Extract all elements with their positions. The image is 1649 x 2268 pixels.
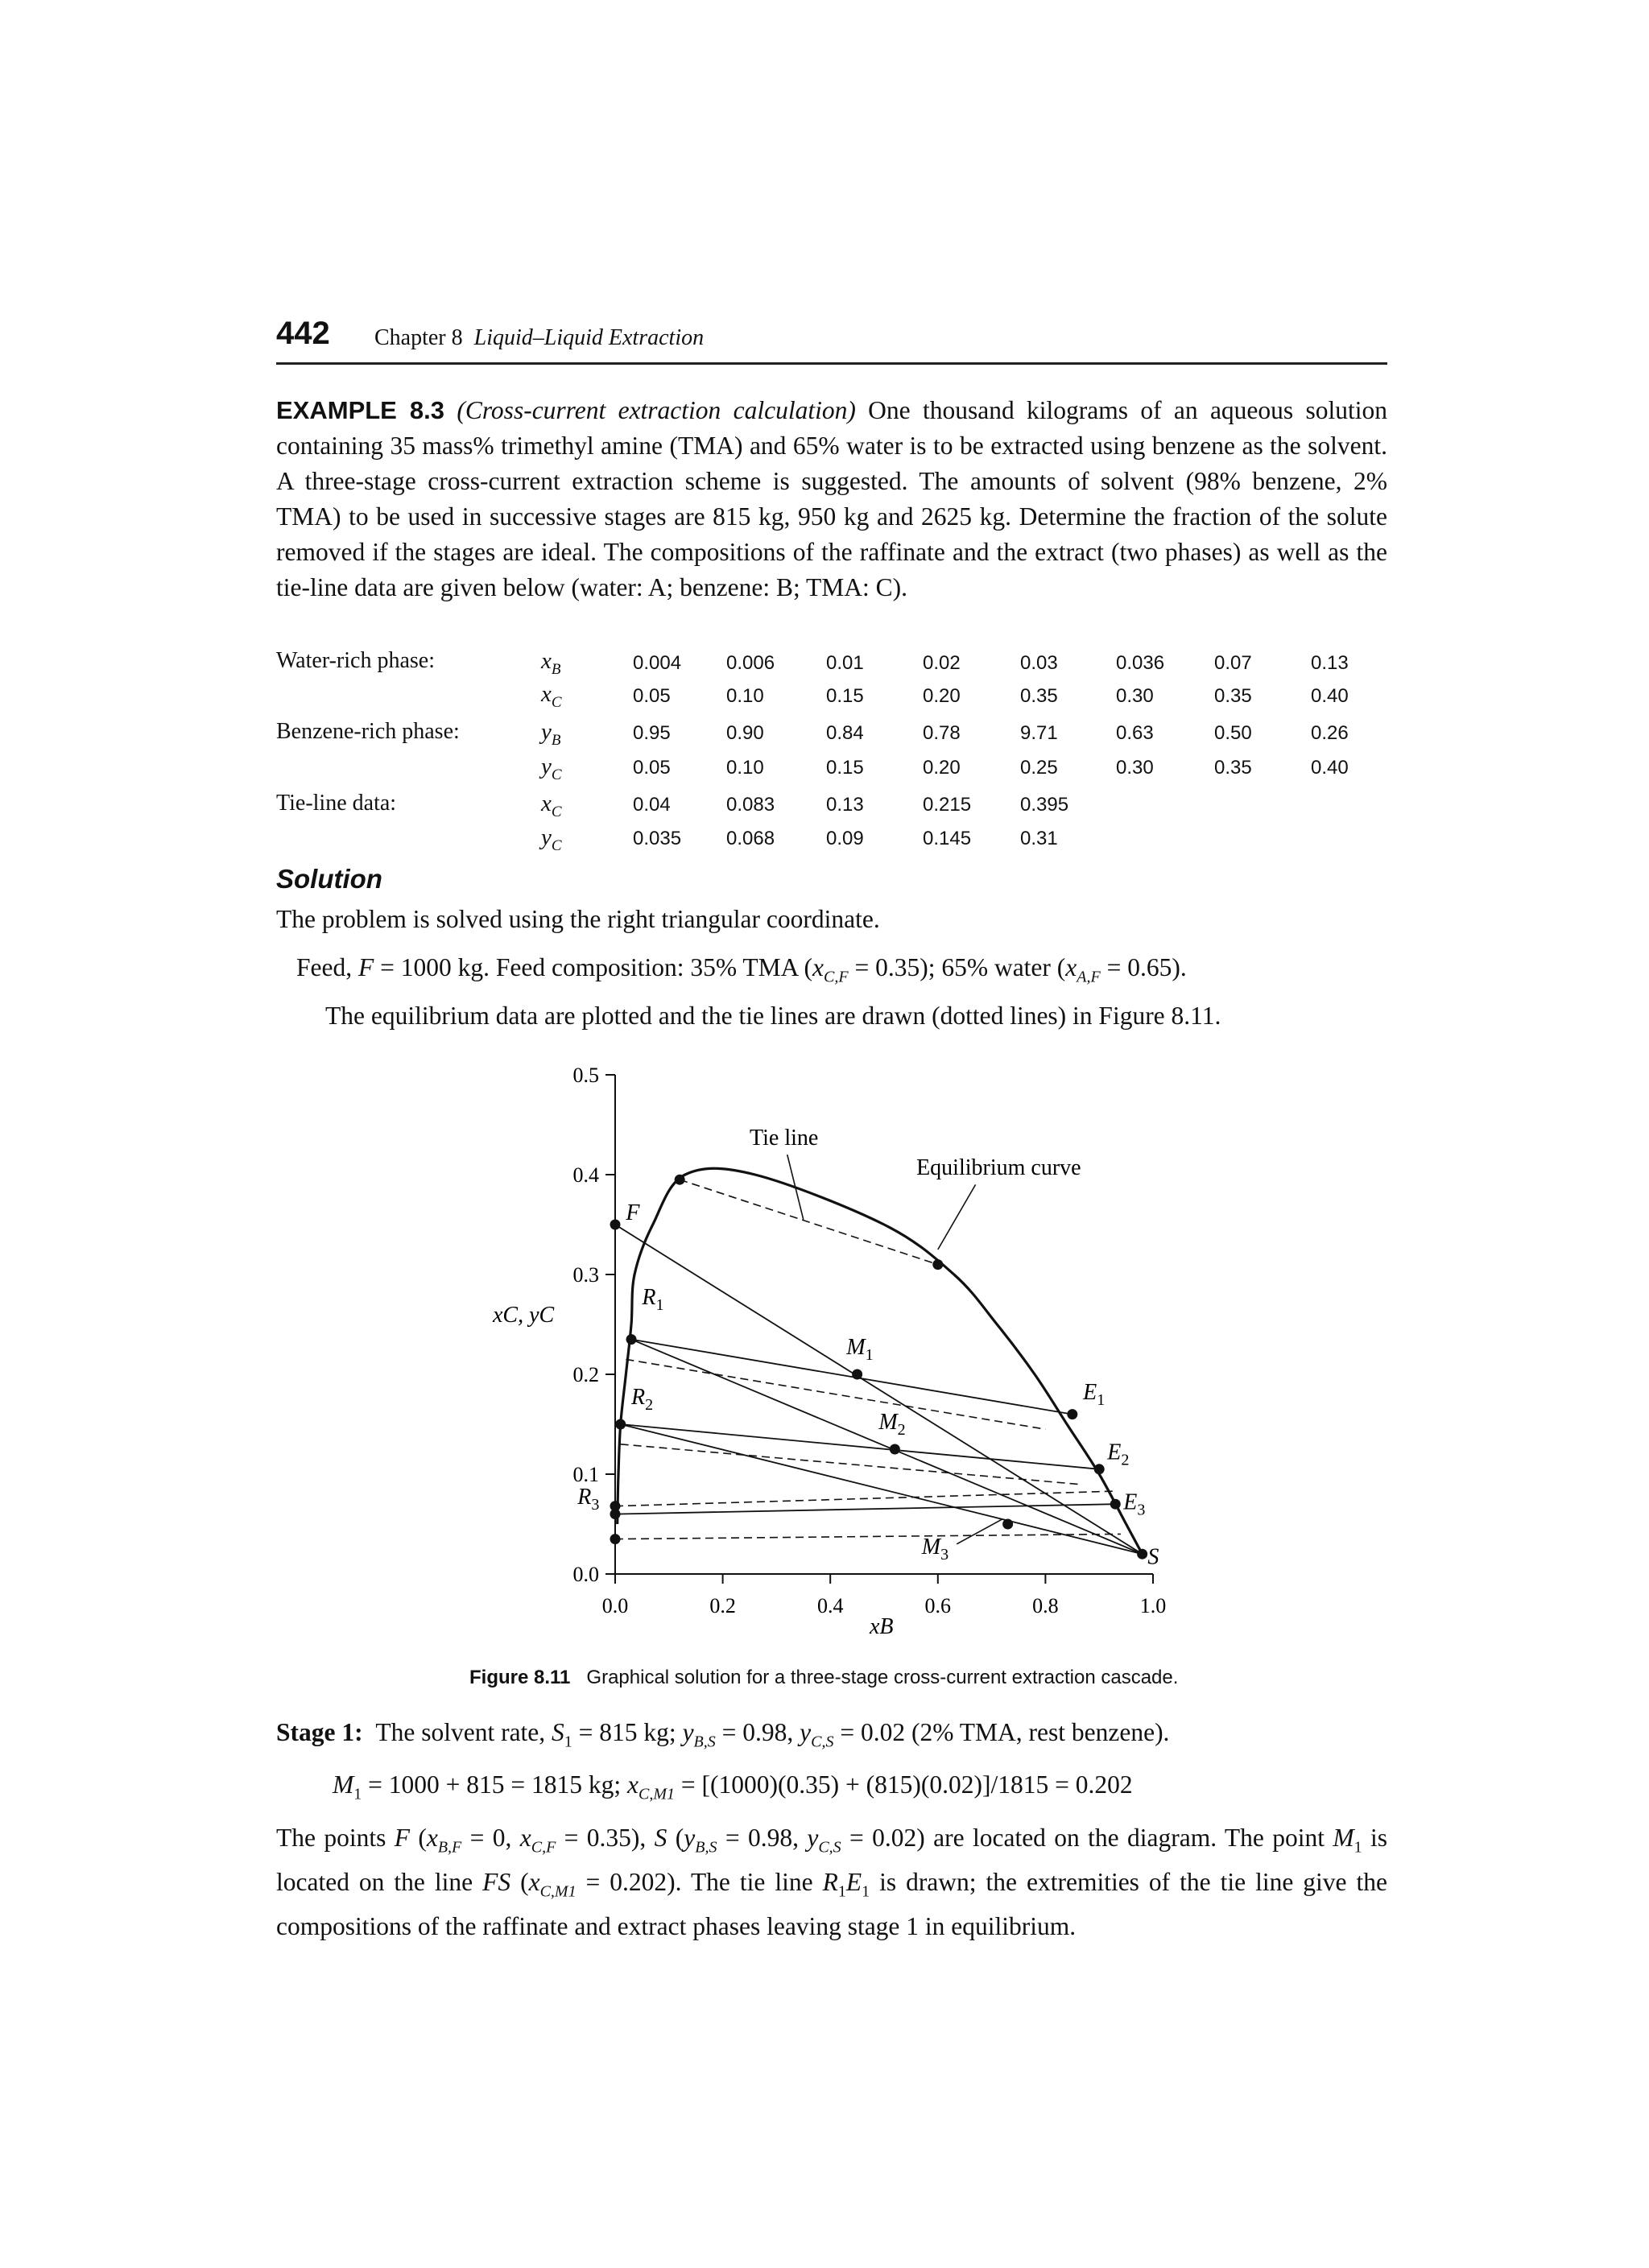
y-tick-label: 0.3 — [572, 1263, 599, 1287]
point-marker — [1002, 1519, 1013, 1530]
point-marker — [1110, 1499, 1121, 1510]
point-markers — [610, 1175, 1148, 1560]
var-tie-yC: $y_C$ — [541, 824, 562, 854]
tie-line-dashed — [615, 1534, 1121, 1539]
solution-heading: Solution — [276, 864, 382, 894]
table-cell: 0.04 — [633, 794, 671, 816]
label-F: F — [626, 1200, 640, 1225]
var-yB: $y_B$ — [541, 719, 561, 749]
table-cell: 0.215 — [923, 794, 972, 816]
example-body: One thousand kilograms of an aqueous solution containing 35 mass% trimethyl amine (TMA) and 65% water is to be extracted using benzene as the solvent. A three-stage cross-current extraction scheme is suggested. The amounts of solvent (98% benzene, 2% TMA) to be used in successive stages are 815 kg, 950 kg and 2625 kg. Determine the fraction of the solute removed if the stages are ideal. The compositions of the raffinate and the extract (two phases) as well as the tie-line data are given below (water: A; benzene: B; TMA: C). — [276, 396, 1388, 601]
equilibrium-pointer — [938, 1184, 976, 1250]
table-cell: 0.90 — [726, 722, 764, 744]
label-S: S — [1147, 1544, 1159, 1570]
var-xB: $x_B$ — [541, 648, 561, 678]
y-tick-label: 0.0 — [572, 1563, 599, 1586]
table-cell: 0.95 — [633, 722, 671, 744]
m3-pointer — [957, 1519, 1002, 1544]
table-cell: 0.01 — [826, 652, 864, 674]
point-marker — [890, 1444, 900, 1455]
label-R1: $R_1$ — [642, 1285, 664, 1315]
solution-line-3: The equilibrium data are plotted and the tie lines are drawn (dotted lines) in Figure 8.11. — [325, 1002, 1221, 1030]
table-cell: 0.006 — [726, 652, 775, 674]
label-E3: $E_3$ — [1123, 1489, 1146, 1519]
table-cell: 0.036 — [1116, 652, 1165, 674]
point-marker — [610, 1534, 621, 1544]
y-axis-label: xC, yC — [493, 1303, 555, 1328]
example-title: (Cross-current extraction calculation) — [457, 396, 856, 424]
label-M1: $M_1$ — [846, 1335, 874, 1365]
caption-label: Figure 8.11 — [469, 1667, 571, 1688]
x-tick-label: 0.4 — [816, 1594, 844, 1617]
table-cell: 0.10 — [726, 685, 764, 707]
point-marker — [1094, 1464, 1105, 1474]
point-marker — [610, 1501, 621, 1511]
table-cell: 0.13 — [826, 794, 864, 816]
table-cell: 0.15 — [826, 685, 864, 707]
running-header — [276, 316, 1387, 365]
chart-labels — [577, 1126, 1159, 1570]
point-marker — [1137, 1549, 1147, 1560]
label-M2: $M_2$ — [878, 1410, 906, 1440]
caption-text: Graphical solution for a three-stage cross-current extraction cascade. — [586, 1667, 1179, 1688]
table-cell: 0.395 — [1020, 794, 1069, 816]
example-statement — [276, 393, 1387, 605]
point-marker — [610, 1220, 621, 1230]
table-cell: 0.004 — [633, 652, 682, 674]
stage-1-line-2: $M_1 = 1000 + 815 = 1815$ kg; $x_{C,M1} = [(1000)(0.35) + (815)(0.02)]/1815 = 0.202$ — [333, 1770, 1133, 1803]
table-cell: 0.31 — [1020, 828, 1058, 849]
x-tick-label: 1.0 — [1139, 1594, 1167, 1617]
var-tie-xC: $x_C$ — [541, 791, 562, 820]
annotation-tie-line: Tie line — [750, 1125, 819, 1151]
figure-8-11 — [451, 1051, 1256, 1646]
y-tick-label: 0.1 — [572, 1463, 599, 1486]
page-number: 442 — [276, 316, 330, 351]
y-tick-label: 0.5 — [572, 1064, 599, 1087]
table-cell: 0.20 — [923, 685, 961, 707]
point-marker — [626, 1334, 637, 1345]
table-cell: 0.13 — [1311, 652, 1349, 674]
figure-caption — [469, 1667, 1178, 1689]
table-cell: 0.63 — [1116, 722, 1154, 744]
table-cell: 0.30 — [1116, 685, 1154, 707]
table-cell: 0.50 — [1214, 722, 1252, 744]
tie-line-dashed — [615, 1491, 1115, 1506]
table-cell: 0.07 — [1214, 652, 1252, 674]
tie-line-pointer — [787, 1155, 804, 1220]
table-cell: 0.40 — [1311, 685, 1349, 707]
example-label: EXAMPLE 8.3 — [276, 396, 445, 424]
stage-1-paragraph: The points F ($x_{B,F} = 0$, $x_{C,F} = 0.35$), S ($y_{B,S} = 0.98$, $y_{C,S} = 0.02$) are located on the diagram. The point $M_1$ is located on the line FS $(x_{C,M1} = 0.202)$. The tie line $R_1E_1$ is drawn; the extremities of the tie line give the compositions of the raffinate and extract phases leaving stage 1 in equilibrium. — [276, 1823, 1387, 1941]
construction-line — [615, 1504, 1115, 1514]
table-cell: 0.20 — [923, 757, 961, 779]
solution-line-1: The problem is solved using the right triangular coordinate. — [276, 905, 880, 933]
label-E1: $E_1$ — [1083, 1380, 1106, 1409]
y-tick-label: 0.4 — [572, 1163, 599, 1187]
tie-line-dashed — [626, 1359, 1045, 1429]
label-M3: $M_3$ — [921, 1535, 949, 1564]
table-cell: 0.35 — [1020, 685, 1058, 707]
table-cell: 0.05 — [633, 757, 671, 779]
table-cell: 0.09 — [826, 828, 864, 849]
x-axis-label: xB — [870, 1614, 894, 1639]
point-marker — [675, 1175, 685, 1185]
table-cell: 0.02 — [923, 652, 961, 674]
table-cell: 0.10 — [726, 757, 764, 779]
water-rich-label: Water-rich phase: — [276, 648, 435, 673]
stage-1-block — [276, 1715, 1387, 1944]
running-head — [374, 325, 704, 351]
label-E2: $E_2$ — [1107, 1440, 1130, 1469]
var-yC: $y_C$ — [541, 754, 562, 783]
label-R2: $R_2$ — [631, 1385, 654, 1415]
table-cell: 0.145 — [923, 828, 972, 849]
table-cell: 0.05 — [633, 685, 671, 707]
table-cell: 9.71 — [1020, 722, 1058, 744]
construction-lines — [615, 1225, 1146, 1554]
point-marker — [932, 1259, 943, 1270]
table-cell: 0.35 — [1214, 685, 1252, 707]
chapter-label: Chapter 8 — [374, 325, 463, 350]
table-cell: 0.25 — [1020, 757, 1058, 779]
point-marker — [615, 1419, 626, 1430]
table-cell: 0.26 — [1311, 722, 1349, 744]
annotation-equilibrium-curve: Equilibrium curve — [916, 1155, 1081, 1180]
benzene-rich-label: Benzene-rich phase: — [276, 719, 460, 744]
table-cell: 0.40 — [1311, 757, 1349, 779]
point-marker — [1067, 1409, 1077, 1419]
x-tick-label: 0.0 — [601, 1594, 629, 1617]
table-cell: 0.78 — [923, 722, 961, 744]
x-tick-label: 0.6 — [924, 1594, 952, 1617]
axes — [492, 1064, 1166, 1639]
equilibrium-curve — [618, 1168, 1146, 1554]
feed-line: Feed, F = 1000 kg. Feed composition: 35% TMA $(x_{C,F} = 0.35)$; 65% water $(x_{A,F} = 0.65)$. — [296, 953, 1187, 986]
construction-line — [621, 1424, 1100, 1469]
table-cell: 0.03 — [1020, 652, 1058, 674]
table-cell: 0.068 — [726, 828, 775, 849]
table-cell: 0.15 — [826, 757, 864, 779]
y-tick-label: 0.2 — [572, 1363, 599, 1386]
point-marker — [852, 1369, 862, 1380]
tie-line-dashed — [621, 1444, 1078, 1485]
chapter-title: Liquid–Liquid Extraction — [473, 325, 705, 350]
var-xC: $x_C$ — [541, 681, 562, 711]
table-cell: 0.35 — [1214, 757, 1252, 779]
x-tick-label: 0.8 — [1032, 1594, 1059, 1617]
tie-line-label: Tie-line data: — [276, 791, 397, 816]
table-cell: 0.083 — [726, 794, 775, 816]
table-cell: 0.84 — [826, 722, 864, 744]
stage-1-line-1: Stage 1: The solvent rate, $S_1 = 815$ kg; $y_{B,S} = 0.98$, $y_{C,S} = 0.02$ (2% TMA, rest benzene). — [276, 1718, 1170, 1751]
x-tick-label: 0.2 — [709, 1594, 736, 1617]
table-cell: 0.30 — [1116, 757, 1154, 779]
table-cell: 0.035 — [633, 828, 682, 849]
label-R3: $R_3$ — [577, 1485, 600, 1514]
